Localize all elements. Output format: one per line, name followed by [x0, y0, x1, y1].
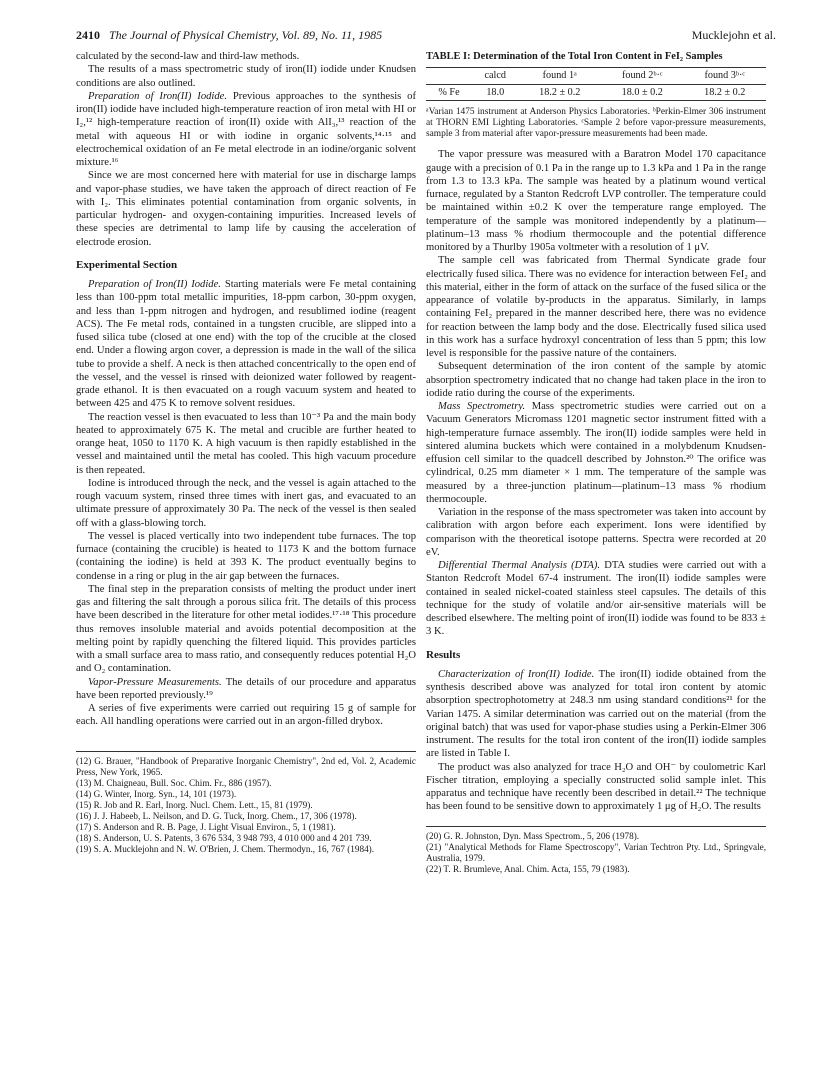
paragraph: [426, 559, 766, 639]
run-in-heading: Preparation of Iron(II) Iodide.: [88, 90, 228, 102]
paragraph: [76, 90, 416, 170]
reference-list-right: [426, 831, 766, 875]
section-heading: Results: [426, 648, 461, 661]
table-header-cell: found 1ᵃ: [542, 70, 577, 82]
reference: (15) R. Job and R. Earl, Inorg. Nucl. Chem. Lett., 15, 81 (1979).: [76, 799, 313, 810]
reference: (20) G. R. Johnston, Dyn. Mass Spectrom., 5, 206 (1978).: [426, 830, 640, 841]
table-header-cell: found 2ᵇ·ᶜ: [621, 70, 663, 82]
paragraph: The product was also analyzed for trace H₂O and OH⁻ by coulometric Karl Fischer titration, employing a specially constructed solid sample inlet. This apparatus and technique have recently been described in detail.²² The technique has been found to be sensitive down to approximately 1 μg of H₂O. The results: [426, 761, 766, 813]
paragraph-text: Starting materials were Fe metal containing less than 100-ppm total metallic impurities, 18-ppm carbon, 30-ppm oxygen, and less than 1-ppm nitrogen and hydrogen, and resublimed iodine (reagent ACS). The Fe metal rods, contained in a tungsten crucible, are slipped into a fused silica tube (closed at one end) with the top of the crucible at the closed end. Under a flowing argon cover, a depression is made in the wall of the silica tube to provide a shelf. A neck is then attached concentrically to the open end of the vessel, and the vessel is rinsed with deionized water followed by reagent-grade ethanol. It is then evacuated on a rough vacuum system and heated to between 425 and 475 K to remove solvent residues.: [76, 279, 417, 410]
section-heading: Experimental Section: [76, 258, 178, 271]
reference: (13) M. Chaigneau, Bull. Soc. Chim. Fr., 886 (1957).: [76, 777, 272, 788]
table-footnotes: ᵃVarian 1475 instrument at Anderson Physics Laboratories. ᵇPerkin-Elmer 306 instrument at THORN EMI Lighting Laboratories. ᶜSample 2 before vapor-pressure measurements, sample 3 from material after vapor-pressure measurements had been made.: [426, 106, 766, 140]
reference: (19) S. A. Mucklejohn and N. W. O'Brien, J. Chem. Thermodyn., 16, 767 (1984).: [76, 843, 375, 854]
reference: (17) S. Anderson and R. B. Page, J. Light Visual Environ., 5, 1 (1981).: [76, 821, 336, 832]
paragraph: The final step in the preparation consists of melting the product under inert gas and filtering the salt through a porous silica frit. The details of this process have been described in the literature for other metal iodides.¹⁷·¹⁸ This procedure thus removes insoluble material and avoids potential decomposition at the melting point by rapidly quenching the filtered liquid. This provides particles with a small surface area to mass ratio, and consequently reduces potential H₂O and O₂ contamination.: [76, 583, 416, 675]
reference-list-left: [76, 756, 416, 855]
table-caption: [426, 50, 766, 63]
table-header-cell: calcd: [484, 70, 506, 82]
table-cell: 18.0: [486, 86, 505, 98]
table-label: TABLE I:: [426, 51, 471, 62]
paragraph: Subsequent determination of the iron content of the sample by atomic absorption spectrometry indicated that no change had taken place in the iron to iodide ratio during the course of the experiments.: [426, 361, 766, 399]
reference: (16) J. J. Habeeb, L. Neilson, and D. G. Tuck, Inorg. Chem., 17, 306 (1978).: [76, 810, 357, 821]
run-in-heading: Preparation of Iron(II) Iodide.: [88, 279, 221, 290]
paragraph: [426, 400, 766, 506]
running-authors: Mucklejohn et al.: [691, 28, 776, 42]
paragraph: [426, 668, 766, 761]
reference: (22) T. R. Brumleve, Anal. Chim. Acta, 155, 79 (1983).: [426, 863, 630, 874]
paragraph: The reaction vessel is then evacuated to less than 10⁻³ Pa and the main body heated to approximately 675 K. The metal and crucible are further heated to orange heat, 1050 to 1170 K. A high vacuum is then rapidly established in the vessel and maintained until the metal has cooled. This high vacuum procedure is then repeated.: [76, 411, 416, 476]
right-column: [426, 50, 766, 875]
reference: (14) G. Winter, Inorg. Syn., 14, 101 (1973).: [76, 788, 237, 799]
paragraph: calculated by the second-law and third-law methods.: [76, 51, 300, 62]
paragraph: [76, 676, 416, 703]
reference: (12) G. Brauer, "Handbook of Preparative Inorganic Chemistry", 2nd ed, Vol. 2, Academic Press, New York, 1965.: [76, 755, 416, 777]
paragraph: Iodine is introduced through the neck, and the vessel is again attached to the rough vacuum system, rinsed three times with inert gas, and evacuated to an ultimate pressure of approximately 30 Pa. The neck of the vessel is then sealed off with a glass-blowing torch.: [76, 477, 416, 529]
paragraph-text: Previous approaches to the synthesis of iron(II) iodide have included high-temperature reaction of iron metal with HI or I₂,¹² high-temperature reaction of iron(II) oxide with AlI₃,¹³ reaction of the metal with aqueous HI or with iodine in organic solvents,¹⁴·¹⁵ and electrochemical oxidation of an Fe metal electrode in an iodine/organic solvent mixture.¹⁶: [76, 90, 416, 168]
table-title: Determination of the Total Iron Content in FeI₂ Samples: [473, 51, 723, 62]
paragraph-text: The iron(II) iodide obtained from the synthesis described above was analyzed for total iron content by atomic absorption spectrophotometry at 248.3 nm using standard conditions²¹ for the Varian 1475. A similar determination was carried out on the material (from the original batch) that was used for vapor-phase studies using a Perkin-Elmer 306 instrument. The results for the total iron content of the iron(II) iodide samples are listed in Table I.: [426, 668, 766, 760]
run-in-heading: Mass Spectrometry.: [438, 401, 526, 413]
run-in-heading: Vapor-Pressure Measurements.: [88, 676, 222, 688]
left-column: [76, 50, 416, 855]
paragraph: Since we are most concerned here with material for use in discharge lamps and vapor-phase studies, we have taken the approach of direct reaction of Fe with I₂. This eliminates potential contamination from organic solvents, in particular hydrogen- and oxygen-containing impurities. Increased levels of these species are detrimental to lamp life by causing the acceleration of electrode erosion.: [76, 170, 416, 248]
journal-citation: The Journal of Physical Chemistry, Vol. 89, No. 11, 1985: [109, 28, 383, 42]
footnote-divider: [426, 826, 766, 827]
reference: (18) S. Anderson, U. S. Patents, 3 676 534, 3 948 793, 4 010 000 and 4 201 739.: [76, 832, 372, 843]
paragraph: The vessel is placed vertically into two independent tube furnaces. The top furnace (containing the crucible) is heated to 1173 K and the bottom furnace (containing the iodine) is held at 393 K. The product eventually begins to condense in a ring or plug in the air gap between the furnaces.: [76, 530, 416, 582]
paragraph: The vapor pressure was measured with a Baratron Model 170 capacitance gauge with a precision of 0.1 Pa in the range up to 1.3 kPa and 1 Pa in the range from 1.3 to 13.3 kPa. The sample was heated by a platinum wound vertical furnace, regulated by a Stanton Redcroft LVP controller. The temperature could be maintained within ±0.2 K over the temperature range employed. The temperature of the sample was monitored independently by a platinum—platinum–13 mass % rhodium thermocouple and the potential difference monitored by a Thurlby 1905a voltmeter with a resolution of 1 μV.: [426, 149, 766, 254]
table-header-cell: [426, 68, 472, 84]
paragraph-text: DTA studies were carried out with a Stanton Redcroft Model 67-4 instrument. The iron(II) iodide samples were contained in sealed nickel-coated stainless steel capsules. The details of this technique for the study of volatile and/or air-sensitive materials will be described elsewhere. The melting point of iron(II) iodide was found to be 833 ± 3 K.: [426, 560, 766, 638]
reference: (21) "Analytical Methods for Flame Spectroscopy", Varian Techtron Pty. Ltd., Springvale, Australia, 1979.: [426, 841, 766, 863]
paragraph: Variation in the response of the mass spectrometer was taken into account by calibration with argon before each experiment. Ions were identified by comparison with the theoretical isotope patterns. Spectra were recorded at 20 eV.: [426, 507, 766, 558]
paragraph-text: The details of our procedure and apparatus have been reported previously.¹⁹: [76, 676, 416, 701]
iron-content-table: [426, 67, 766, 101]
table-cell: 18.2 ± 0.2: [539, 86, 581, 98]
run-in-heading: Differential Thermal Analysis (DTA).: [438, 560, 601, 572]
table-cell: 18.2 ± 0.2: [704, 86, 746, 98]
page-number: 2410: [76, 28, 100, 42]
paragraph: The results of a mass spectrometric study of iron(II) iodide under Knudsen conditions are also outlined.: [76, 64, 416, 89]
table-cell: % Fe: [438, 86, 460, 98]
table-header-cell: found 3ᵇ·ᶜ: [704, 70, 746, 82]
paragraph: The sample cell was fabricated from Thermal Syndicate grade four electrically fused silica. There was no evidence for interaction between FeI₂ and this material, either in the form of attack on the surface of the fused silica or the appearance of volatile by-products in the apparatus. Similarly, in lamps containing FeI₂ prepared in the manner described here, there was no evidence for reaction between the lamp body and the dose. Electrically fused silica used in this work has a surface hydroxyl concentration of less than 5 ppm; this low level is responsible for the passive nature of the containers.: [426, 255, 766, 360]
paragraph: [76, 278, 416, 411]
table-header-row: [426, 68, 766, 84]
paragraph: A series of five experiments were carried out requiring 15 g of sample for each. All handling operations were carried out in an argon-filled drybox.: [76, 703, 416, 728]
running-header: [76, 28, 776, 44]
table-row: [426, 84, 766, 100]
paragraph-text: Mass spectrometric studies were carried out on a Vacuum Generators Micromass 1201 magnetic sector instrument fitted with a high-temperature furnace assembly. The iron(II) iodide samples were held in sintered alumina buckets which were contained in a molybdenum Knudsen-effusion cell similar to the quadcell described by Johnston.²⁰ The orifice was cylindrical, 0.25 mm diameter × 1 mm. The temperature of the sample was measured by a three-junction platinum—platinum–13 mass % rhodium thermocouple.: [426, 401, 767, 505]
table-cell: 18.0 ± 0.2: [621, 86, 663, 98]
run-in-heading: Characterization of Iron(II) Iodide.: [438, 668, 595, 680]
footnote-divider: [76, 751, 416, 752]
